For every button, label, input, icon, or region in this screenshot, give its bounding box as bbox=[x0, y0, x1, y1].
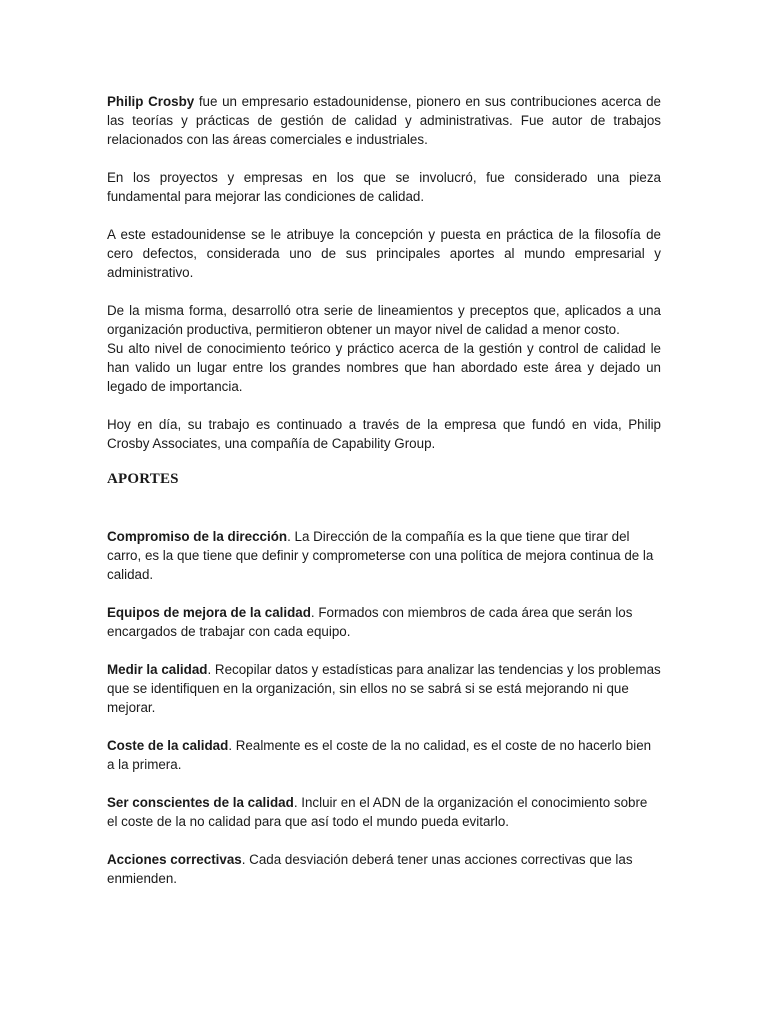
aporte-item-1 bbox=[107, 527, 661, 584]
intro-paragraph-5: Hoy en día, su trabajo es continuado a través de la empresa que fundó en vida, Philip Crosby Associates, una compañía de Capability Group. bbox=[107, 417, 661, 451]
aporte-text: . La Dirección de la compañía es la que tiene que tirar del carro, es la que tiene que definir y comprometerse con una política de mejora continua de la calidad. bbox=[107, 529, 654, 582]
aporte-title: Coste de la calidad bbox=[107, 738, 229, 753]
aporte-title: Acciones correctivas bbox=[107, 852, 242, 867]
person-name: Philip Crosby bbox=[107, 94, 195, 109]
aporte-text: . Recopilar datos y estadísticas para analizar las tendencias y los problemas que se identifiquen en la organización, sin ellos no se sabrá si se está mejorando ni que mejorar. bbox=[107, 662, 661, 715]
aporte-item-2 bbox=[107, 603, 661, 641]
intro-paragraph-3: A este estadounidense se le atribuye la concepción y puesta en práctica de la filosofía de cero defectos, considerada uno de sus principales aportes al mundo empresarial y administrativo. bbox=[107, 227, 661, 280]
aporte-item-3 bbox=[107, 660, 661, 717]
section-heading: APORTES bbox=[107, 471, 179, 487]
aporte-title: Ser conscientes de la calidad bbox=[107, 795, 294, 810]
intro-paragraph-4b: Su alto nivel de conocimiento teórico y práctico acerca de la gestión y control de calidad le han valido un lugar entre los grandes nombres que han abordado este área y dejado un legado de importancia. bbox=[107, 341, 661, 394]
aporte-title: Medir la calidad bbox=[107, 662, 208, 677]
intro-paragraph-1 bbox=[107, 92, 661, 149]
document-page bbox=[107, 92, 661, 888]
aporte-text: . Formados con miembros de cada área que serán los encargados de trabajar con cada equipo. bbox=[107, 605, 633, 639]
aporte-title: Compromiso de la dirección bbox=[107, 529, 288, 544]
aporte-text: . Realmente es el coste de la no calidad, es el coste de no hacerlo bien a la primera. bbox=[107, 738, 652, 772]
intro-paragraph-1-text: fue un empresario estadounidense, pionero en sus contribuciones acerca de las teorías y prácticas de gestión de calidad y administrativas. Fue autor de trabajos relacionados con las áreas comerciales e industriales. bbox=[107, 94, 662, 147]
aporte-item-6 bbox=[107, 850, 661, 888]
aporte-item-5 bbox=[107, 793, 661, 831]
intro-paragraph-4a: De la misma forma, desarrolló otra serie de lineamientos y preceptos que, aplicados a una organización productiva, permitieron obtener un mayor nivel de calidad a menor costo. bbox=[107, 303, 661, 337]
aporte-item-4 bbox=[107, 736, 661, 774]
aporte-text: . Incluir en el ADN de la organización el conocimiento sobre el coste de la no calidad para que así todo el mundo pueda evitarlo. bbox=[107, 795, 648, 829]
intro-paragraph-2: En los proyectos y empresas en los que se involucró, fue considerado una pieza fundamental para mejorar las condiciones de calidad. bbox=[107, 170, 661, 204]
aporte-text: . Cada desviación deberá tener unas acciones correctivas que las enmienden. bbox=[107, 852, 633, 886]
aporte-title: Equipos de mejora de la calidad bbox=[107, 605, 311, 620]
